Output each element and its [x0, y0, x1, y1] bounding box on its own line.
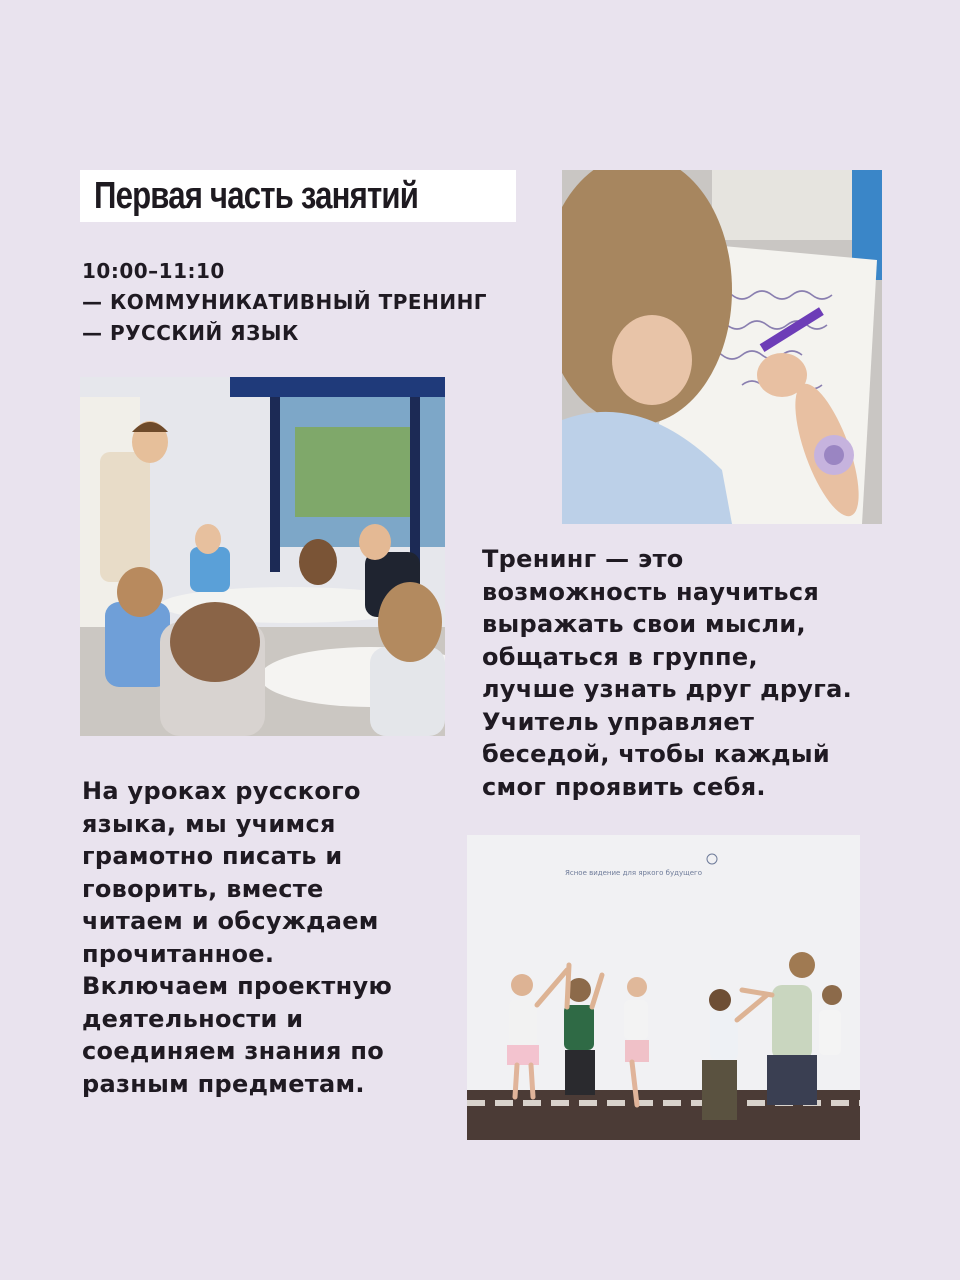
russian-line: читаем и обсуждаем	[82, 907, 379, 935]
title-box	[80, 170, 516, 222]
russian-line: прочитанное.	[82, 939, 275, 968]
page-title: Первая часть занятий	[94, 174, 419, 217]
photo-classroom	[80, 377, 445, 736]
training-line: выражать свои мысли,	[482, 610, 806, 638]
training-line: лучше узнать друг друга.	[482, 675, 852, 703]
training-line: беседой, чтобы каждый	[482, 740, 830, 768]
russian-line: разным предметам.	[82, 1069, 365, 1098]
training-description	[482, 543, 902, 803]
russian-line: соединяем знания по	[82, 1037, 385, 1065]
schedule-item-russian: — РУССКИЙ ЯЗЫК	[82, 321, 299, 345]
training-line: общаться в группе,	[482, 642, 758, 671]
russian-line: грамотно писать и	[82, 842, 343, 870]
training-line: смог проявить себя.	[482, 772, 766, 801]
russian-line: Включаем проектную	[82, 972, 393, 1000]
russian-line: На уроках русского	[82, 777, 361, 805]
russian-line: говорить, вместе	[82, 874, 324, 903]
wall-slogan: Ясное видение для яркого будущего	[565, 869, 702, 877]
russian-line: деятельности и	[82, 1004, 304, 1033]
schedule-item-training: — КОММУНИКАТИВНЫЙ ТРЕНИНГ	[82, 290, 488, 314]
photo-children-dancing	[467, 835, 860, 1140]
russian-description	[82, 775, 452, 1100]
russian-line: языка, мы учимся	[82, 809, 336, 838]
training-line: возможность научиться	[482, 577, 820, 606]
training-line: Учитель управляет	[482, 707, 755, 736]
training-line: Тренинг — это	[482, 545, 684, 573]
photo-child-writing	[562, 170, 882, 524]
schedule-time: 10:00–11:10	[82, 259, 225, 283]
schedule	[82, 256, 487, 349]
